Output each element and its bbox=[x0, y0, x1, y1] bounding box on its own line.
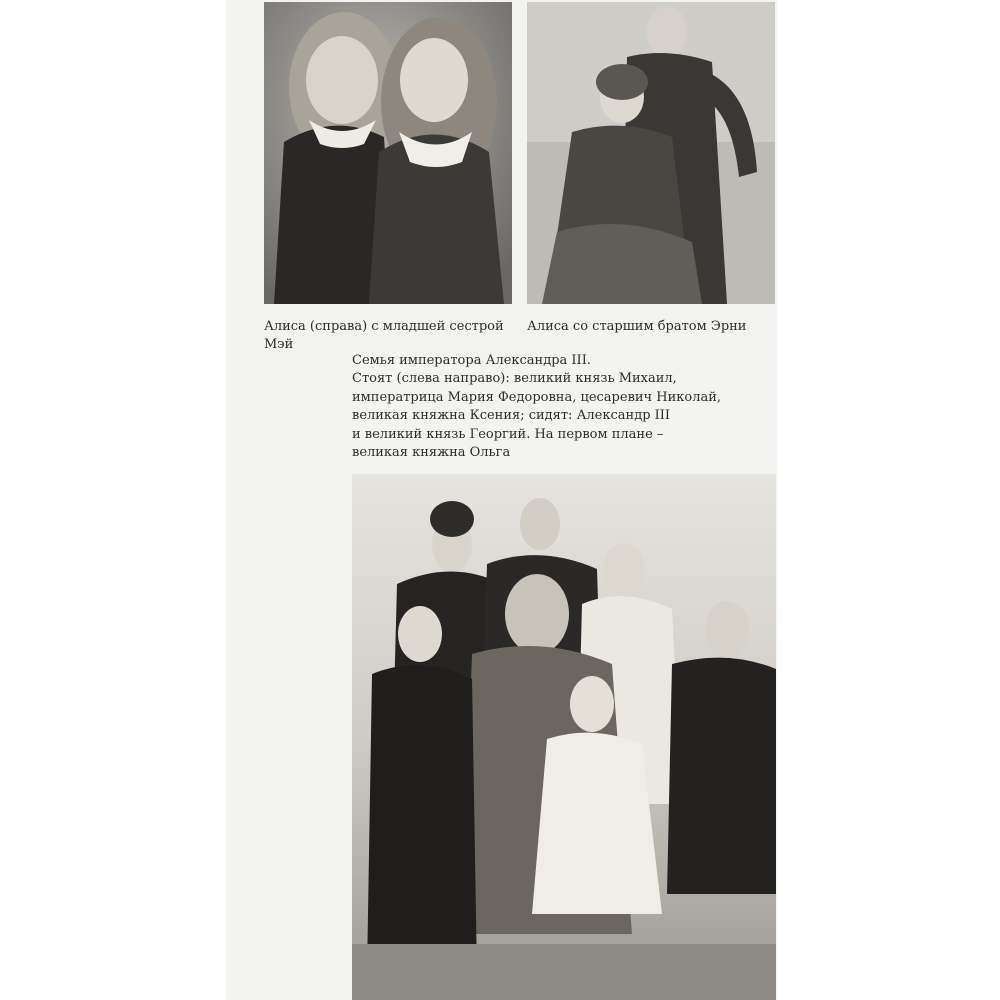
caption-family-line-5: и великий князь Георгий. На первом плане – bbox=[352, 426, 664, 442]
caption-alice-and-ernie: Алиса со старшим братом Эрни bbox=[527, 319, 747, 334]
caption-family-line-1: Семья императора Александра III. bbox=[352, 353, 591, 368]
photo-alice-and-ernie-image bbox=[527, 2, 775, 304]
photo-alice-and-may bbox=[264, 2, 512, 304]
caption-family-line-3: императрица Мария Федоровна, цесаревич Николай, bbox=[352, 389, 722, 405]
caption-alice-and-may: Алиса (справа) с младшей сестрой Мэй bbox=[264, 319, 504, 352]
caption-family-line-4: великая княжна Ксения; сидят: Александр III bbox=[352, 408, 671, 424]
photo-alice-and-ernie bbox=[527, 2, 775, 304]
photo-alice-and-may-image bbox=[264, 2, 512, 304]
photo-alexander-iii-family-image bbox=[352, 474, 776, 1000]
caption-family-line-6: великая княжна Ольга bbox=[352, 445, 511, 461]
photo-alexander-iii-family bbox=[352, 474, 776, 1000]
caption-family-line-2: Стоят (слева направо): великий князь Михаил, bbox=[352, 371, 677, 387]
caption-alexander-iii-family bbox=[352, 352, 776, 462]
